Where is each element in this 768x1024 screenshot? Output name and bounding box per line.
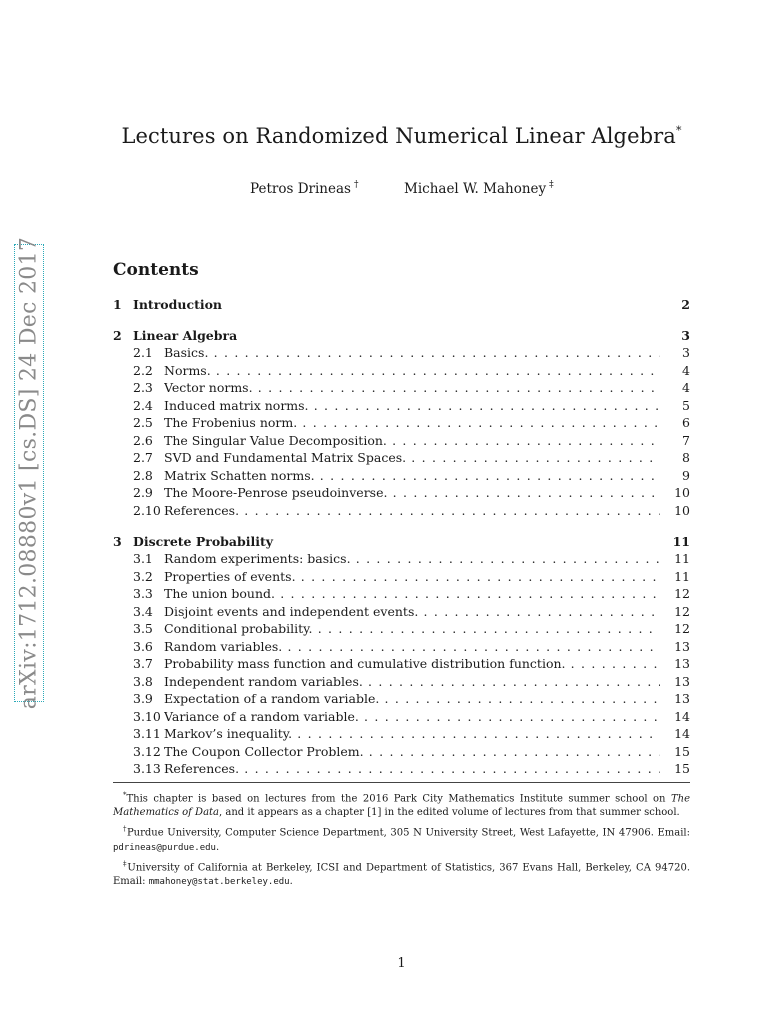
toc-subsection-page: 14: [660, 725, 690, 743]
toc-section: [113, 296, 690, 313]
toc-subsection-entry[interactable]: [113, 467, 690, 485]
toc-subsection-title: Induced matrix norms. . . .: [164, 397, 660, 415]
footnote-3: [113, 857, 690, 889]
toc-subsection-title: Conditional probability. . . .: [164, 620, 660, 638]
toc-subsection-entry[interactable]: [113, 743, 690, 761]
toc-subsection-number: 2.10: [133, 502, 161, 518]
toc-subsection-entry[interactable]: [113, 362, 690, 380]
toc-subsection-page: 4: [660, 379, 690, 397]
toc-subsection-title: Independent random variables. . . .: [164, 673, 660, 691]
author-mahoney: [404, 180, 554, 197]
toc-subsection-number: 2.9: [133, 485, 153, 500]
toc-subsection-page: 4: [660, 362, 690, 380]
toc-subsection-page: 11: [660, 568, 690, 586]
toc-subsection-number: 2.6: [133, 432, 153, 448]
toc-subsection-page: 9: [660, 467, 690, 485]
author-drineas: [250, 180, 358, 197]
paper-title: [0, 124, 768, 148]
author-footnote-mark: ‡: [549, 180, 554, 190]
toc-subsection-page: 12: [660, 585, 690, 603]
toc-subsection-number: 3.2: [133, 568, 153, 584]
footnote-mark: *: [123, 791, 127, 799]
toc-subsection-title: The Frobenius norm. . . .: [164, 414, 660, 432]
author-footnote-mark: †: [353, 180, 359, 190]
toc-subsection-title: The Coupon Collector Problem. . . .: [164, 743, 660, 761]
toc-subsection-number: 2.7: [133, 450, 153, 465]
footnote-mark: ‡: [123, 859, 128, 868]
toc-subsection-number: 3.4: [133, 603, 153, 619]
toc-subsection-entry[interactable]: [113, 344, 690, 362]
toc-section: [113, 327, 690, 519]
email-link[interactable]: pdrineas@purdue.edu: [113, 842, 216, 853]
arxiv-stamp-text: arXiv:1712.08880v1 [cs.DS] 24 Dec 2017: [16, 236, 42, 710]
page-number: 1: [397, 956, 406, 971]
toc-subsection-number: 3.11: [133, 726, 161, 741]
toc-subsection-entry[interactable]: [113, 655, 690, 673]
toc-subsection-title: Expectation of a random variable. . . .: [164, 690, 660, 708]
arxiv-stamp[interactable]: [14, 236, 44, 710]
toc-section-title: Linear Algebra: [133, 328, 238, 343]
footnote-text: This chapter is based on lectures from the 2016 Park City Mathematics Institute summer school on: [126, 793, 671, 805]
toc-section: [113, 533, 690, 778]
toc-subsection-title: Vector norms. . . .: [164, 379, 660, 397]
toc-section-title: Introduction: [133, 297, 223, 312]
footnote-2: [113, 822, 690, 854]
footnote-1: [113, 788, 690, 820]
toc-subsection-title: Disjoint events and independent events. . . .: [164, 603, 660, 621]
toc-subsection-entry[interactable]: [113, 432, 690, 450]
toc-subsection-entry[interactable]: [113, 414, 690, 432]
toc-subsection-page: 13: [660, 673, 690, 691]
toc-section-number: 2: [113, 328, 122, 343]
toc-section-page: 3: [681, 328, 690, 343]
toc-subsection-entry[interactable]: [113, 638, 690, 656]
toc-subsection-page: 15: [660, 743, 690, 761]
toc-subsection-page: 13: [660, 690, 690, 708]
toc-section-page: 2: [681, 297, 690, 312]
toc-subsection-entry[interactable]: [113, 690, 690, 708]
toc-subsection-page: 5: [660, 397, 690, 415]
toc-section-page: 11: [672, 534, 690, 549]
toc-subsection-page: 12: [660, 620, 690, 638]
footnote-punctuation: .: [215, 841, 220, 853]
toc-subsection-page: 8: [660, 449, 690, 467]
footnote-mark: †: [123, 825, 127, 834]
toc-subsection-entry[interactable]: [113, 585, 690, 603]
toc-subsection-entry[interactable]: [113, 449, 690, 467]
toc-subsection-number: 2.3: [133, 380, 153, 395]
toc-subsection-title: The Singular Value Decomposition. . . .: [164, 432, 660, 450]
toc-subsection-title: Markov’s inequality. . . .: [164, 725, 660, 743]
toc-section-title: Discrete Probability: [133, 534, 274, 549]
table-of-contents: [113, 296, 690, 792]
toc-subsection-number: 2.2: [133, 362, 153, 378]
toc-subsection-number: 3.3: [133, 586, 153, 601]
toc-subsection-title: Properties of events. . . .: [164, 568, 660, 586]
author-name: Petros Drineas: [250, 181, 351, 197]
toc-subsection-page: 11: [660, 550, 690, 568]
toc-subsection-page: 10: [660, 484, 690, 502]
toc-subsection-entry[interactable]: [113, 568, 690, 586]
toc-subsection-number: 3.10: [133, 708, 161, 724]
footnote-rule: [113, 782, 690, 783]
toc-subsection-entry[interactable]: [113, 673, 690, 691]
toc-subsection-number: 3.6: [133, 638, 153, 654]
toc-subsection-number: 3.12: [133, 743, 161, 759]
toc-subsection-entry[interactable]: [113, 550, 690, 568]
toc-subsection-number: 3.13: [133, 761, 161, 776]
toc-subsection-number: 2.1: [133, 345, 153, 360]
toc-subsection-page: 3: [660, 344, 690, 362]
toc-subsection-page: 6: [660, 414, 690, 432]
contents-heading: Contents: [113, 260, 199, 280]
toc-subsection-entry[interactable]: [113, 603, 690, 621]
toc-subsection-entry[interactable]: [113, 484, 690, 502]
toc-subsection-entry[interactable]: [113, 708, 690, 726]
toc-subsection-page: 14: [660, 708, 690, 726]
footnote-emphasis: The Mathematics of Data: [113, 793, 690, 819]
toc-section-entry[interactable]: [113, 296, 690, 313]
toc-section-entry[interactable]: [113, 327, 690, 344]
toc-subsection-title: Random experiments: basics. . . .: [164, 550, 660, 568]
toc-section-number: 3: [113, 534, 122, 549]
toc-subsection-title: Matrix Schatten norms. . . .: [164, 467, 660, 485]
toc-subsection-title: The Moore-Penrose pseudoinverse. . . .: [164, 484, 660, 502]
toc-subsection-page: 13: [660, 638, 690, 656]
toc-subsection-number: 2.5: [133, 415, 153, 430]
toc-subsection-title: References. . . .: [164, 760, 660, 778]
footnotes: [113, 788, 690, 891]
toc-subsection-title: SVD and Fundamental Matrix Spaces. . . .: [164, 449, 660, 467]
footnote-text: , and it appears as a chapter [1] in the edited volume of lectures from that summer school.: [219, 807, 680, 819]
toc-subsection-entry[interactable]: [113, 620, 690, 638]
toc-subsection-title: Random variables. . . .: [164, 638, 660, 656]
toc-subsection-number: 2.8: [133, 467, 153, 483]
toc-subsection-entry[interactable]: [113, 725, 690, 743]
toc-subsection-entry[interactable]: [113, 502, 690, 520]
toc-subsection-page: 15: [660, 760, 690, 778]
toc-subsection-number: 3.7: [133, 656, 153, 671]
toc-subsection-page: 10: [660, 502, 690, 520]
toc-subsection-page: 12: [660, 603, 690, 621]
toc-subsection-number: 3.9: [133, 691, 153, 706]
toc-subsection-number: 3.8: [133, 673, 153, 689]
toc-subsection-title: Basics. . . .: [164, 344, 660, 362]
footnote-text: University of California at Berkeley, ICSI and Department of Statistics, 367 Evans Hall, Berkeley, CA 94720. Email:: [113, 861, 690, 887]
toc-subsection-title: Variance of a random variable. . . .: [164, 708, 660, 726]
title-footnote-mark: *: [675, 124, 682, 137]
toc-subsection-number: 3.1: [133, 551, 153, 566]
footnote-punctuation: .: [289, 875, 293, 887]
toc-subsection-title: References. . . .: [164, 502, 660, 520]
toc-subsection-entry[interactable]: [113, 379, 690, 397]
toc-subsection-title: Norms. . . .: [164, 362, 660, 380]
toc-subsection-page: 13: [660, 655, 690, 673]
toc-subsection-title: Probability mass function and cumulative distribution function. . . .: [164, 655, 660, 673]
footnote-text: Purdue University, Computer Science Department, 305 N University Street, West Lafayette, IN 47906. Email:: [126, 827, 690, 839]
toc-subsection-title: The union bound. . . .: [164, 585, 660, 603]
toc-subsection-number: 2.4: [133, 397, 153, 413]
toc-subsection-entry[interactable]: [113, 760, 690, 778]
toc-section-entry[interactable]: [113, 533, 690, 550]
toc-section-number: 1: [113, 297, 122, 312]
toc-subsection-entry[interactable]: [113, 397, 690, 415]
author-name: Michael W. Mahoney: [404, 181, 547, 197]
toc-subsection-page: 7: [660, 432, 690, 450]
email-link[interactable]: mmahoney@stat.berkeley.edu: [148, 876, 290, 887]
toc-subsection-number: 3.5: [133, 621, 153, 636]
paper-title-text: Lectures on Randomized Numerical Linear Algebra: [121, 124, 676, 148]
